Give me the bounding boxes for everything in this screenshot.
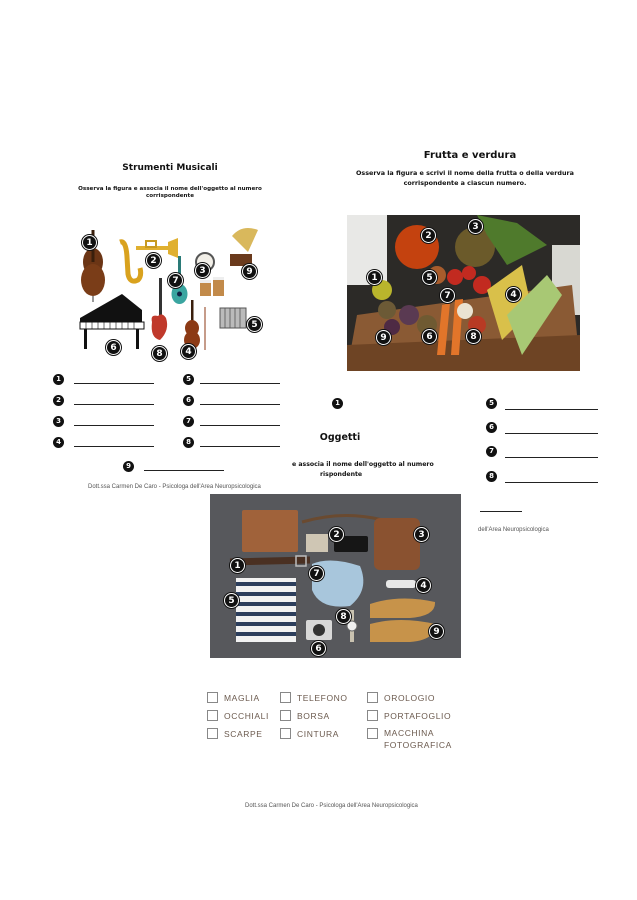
- fruit-badge-7: 7: [440, 288, 455, 303]
- option-row-3: [207, 728, 467, 754]
- option-cintura: CINTURA: [297, 729, 339, 739]
- option-borsa: BORSA: [297, 711, 330, 721]
- instrument-badge-7: 7: [168, 273, 183, 288]
- checkbox-maglia[interactable]: [207, 692, 218, 703]
- object-badge-4: 4: [416, 578, 431, 593]
- checkbox-occhiali[interactable]: [207, 710, 218, 721]
- checkbox-portafoglio[interactable]: [367, 710, 378, 721]
- accordion-drawing: [220, 308, 246, 328]
- option-macchina-fotografica: MACCHINA FOTOGRAFICA: [384, 728, 452, 750]
- instruments-illustration: [70, 222, 270, 362]
- answer-line-6[interactable]: [200, 404, 280, 405]
- fruit-badge-9: 9: [376, 330, 391, 345]
- answer-number-4: 4: [53, 437, 64, 448]
- answer-line-7[interactable]: [200, 425, 280, 426]
- fruit-badge-2: 2: [421, 228, 436, 243]
- checkbox-orologio[interactable]: [367, 692, 378, 703]
- object-badge-8: 8: [336, 609, 351, 624]
- fruit-footer: dell'Area Neuropsicologica: [478, 527, 549, 533]
- answer-number-2: 2: [53, 395, 64, 406]
- object-badge-3: 3: [414, 527, 429, 542]
- fruit-answer-number-1: 1: [332, 398, 343, 409]
- answer-number-8: 8: [183, 437, 194, 448]
- fruit-vegetable-photo: [347, 215, 580, 371]
- fruit-answer-number-5: 5: [486, 398, 497, 409]
- answer-number-9: 9: [123, 461, 134, 472]
- instrument-badge-9: 9: [242, 264, 257, 279]
- violin-drawing: [184, 300, 205, 350]
- fruit-answer-number-6: 6: [486, 422, 497, 433]
- answer-number-6: 6: [183, 395, 194, 406]
- gramophone-drawing: [230, 228, 258, 266]
- instrument-badge-4: 4: [181, 344, 196, 359]
- option-orologio: OROLOGIO: [384, 693, 436, 703]
- checkbox-macchina-fotografica[interactable]: [367, 728, 378, 739]
- option-maglia: MAGLIA: [224, 693, 260, 703]
- answer-number-7: 7: [183, 416, 194, 427]
- objects-title: Oggetti: [319, 432, 361, 443]
- answer-number-5: 5: [183, 374, 194, 385]
- answer-number-1: 1: [53, 374, 64, 385]
- instrument-badge-6: 6: [106, 340, 121, 355]
- striped-shirt-drawing: [236, 578, 296, 642]
- objects-footer: Dott.ssa Carmen De Caro - Psicologa dell'Area Neuropsicologica: [245, 803, 418, 809]
- answer-line-5[interactable]: [200, 383, 280, 384]
- instrument-badge-3: 3: [195, 263, 210, 278]
- answer-line-1[interactable]: [74, 383, 154, 384]
- fruit-badge-6: 6: [422, 329, 437, 344]
- fruit-answer-line-6[interactable]: [505, 433, 598, 434]
- object-badge-2: 2: [329, 527, 344, 542]
- fruit-instruction-line2: corrispondente a ciascun numero.: [403, 179, 527, 187]
- bongos-drawing: [200, 277, 224, 296]
- fruit-answer-number-8: 8: [486, 471, 497, 482]
- electric-guitar-drawing: [152, 278, 168, 340]
- fruit-answer-line-8[interactable]: [505, 482, 598, 483]
- fruit-badge-4: 4: [506, 287, 521, 302]
- fruit-answer-line-7[interactable]: [505, 457, 598, 458]
- answer-line-8[interactable]: [200, 446, 280, 447]
- checkbox-borsa[interactable]: [280, 710, 291, 721]
- instrument-badge-5: 5: [247, 317, 262, 332]
- instruments-footer: Dott.ssa Carmen De Caro - Psicologa dell'Area Neuropsicologica: [88, 484, 261, 490]
- answer-line-2[interactable]: [74, 404, 154, 405]
- answer-line-4[interactable]: [74, 446, 154, 447]
- option-portafoglio: PORTAFOGLIO: [384, 711, 452, 721]
- fruit-instruction-line1: Osserva la figura e scrivi il nome della frutta o della verdura: [356, 169, 574, 177]
- fruit-answer-number-7: 7: [486, 446, 497, 457]
- checkbox-cintura[interactable]: [280, 728, 291, 739]
- object-badge-5: 5: [224, 593, 239, 608]
- answer-line-9[interactable]: [144, 470, 224, 471]
- fruit-badge-5: 5: [422, 270, 437, 285]
- fruit-title: Frutta e verdura: [423, 150, 517, 161]
- object-badge-7: 7: [309, 566, 324, 581]
- checkbox-telefono[interactable]: [280, 692, 291, 703]
- fruit-badge-3: 3: [468, 219, 483, 234]
- object-badge-6: 6: [311, 641, 326, 656]
- object-badge-1: 1: [230, 558, 245, 573]
- answer-number-3: 3: [53, 416, 64, 427]
- instrument-badge-1: 1: [82, 235, 97, 250]
- object-badge-9: 9: [429, 624, 444, 639]
- option-row-1: [207, 692, 467, 706]
- option-occhiali: OCCHIALI: [224, 711, 269, 721]
- instrument-badge-8: 8: [152, 346, 167, 361]
- objects-instruction-line1: e associa il nome dell'oggetto al numero: [292, 461, 434, 468]
- fruit-badge-1: 1: [367, 270, 382, 285]
- option-telefono: TELEFONO: [297, 693, 348, 703]
- option-row-2: [207, 710, 467, 724]
- objects-photo: [210, 494, 461, 658]
- option-scarpe: SCARPE: [224, 729, 263, 739]
- fruit-answer-line-5[interactable]: [505, 409, 598, 410]
- instruments-instruction: Osserva la figura e associa il nome dell'oggetto al numero corrispondente: [78, 186, 262, 199]
- objects-instruction-line2: rispondente: [320, 471, 363, 478]
- fruit-badge-8: 8: [466, 329, 481, 344]
- instruments-title: Strumenti Musicali: [122, 163, 218, 173]
- answer-line-3[interactable]: [74, 425, 154, 426]
- checkbox-scarpe[interactable]: [207, 728, 218, 739]
- instrument-badge-2: 2: [146, 253, 161, 268]
- fruit-answer-line-9[interactable]: [480, 511, 522, 512]
